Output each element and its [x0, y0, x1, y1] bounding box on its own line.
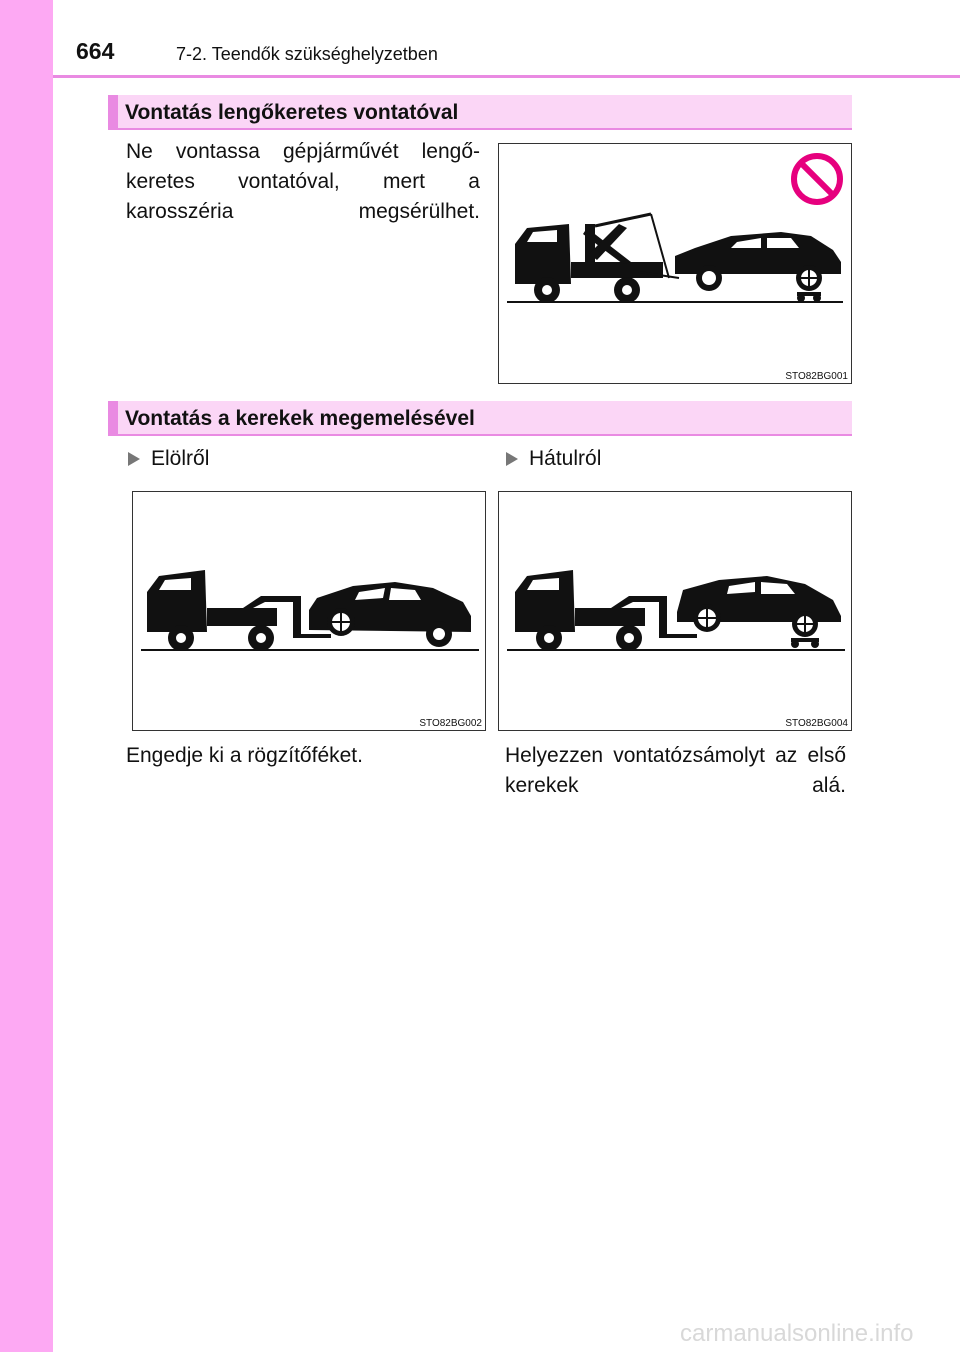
subheading-label: Hátulról: [529, 447, 602, 470]
figure-tow-rear: [498, 491, 852, 731]
section-accent: [108, 95, 118, 128]
caption-rear: Helyezzen vontatózsámolyt az első kerekek alá.: [505, 744, 846, 797]
section-heading-wheel-lift: [108, 401, 852, 436]
subheading-front: [128, 447, 209, 471]
section-accent: [108, 401, 118, 434]
header-rule: [53, 75, 960, 78]
chapter-title: 7-2. Teendők szükséghelyzetben: [176, 44, 438, 64]
tow-rear-illustration: [499, 492, 851, 730]
figure-code: STO82BG001: [785, 371, 848, 382]
section-heading-wheel-lift-tow: [108, 95, 852, 130]
triangle-bullet-icon: [128, 452, 140, 466]
figure-code: STO82BG004: [785, 718, 848, 729]
subheading-label: Elölről: [151, 447, 210, 470]
figure-sling-tow: [498, 143, 852, 384]
figure-tow-front: [132, 491, 486, 731]
triangle-bullet-icon: [506, 452, 518, 466]
side-band: [0, 0, 53, 1352]
prohibited-icon: [794, 156, 840, 202]
figure-code: STO82BG002: [419, 718, 482, 729]
warning-text: Ne vontassa gépjárművét lengő-keretes vontatóval, mert a karosszéria megsérülhet.: [126, 140, 480, 223]
tow-front-illustration: [133, 492, 485, 730]
sling-tow-illustration: [499, 144, 851, 383]
page-number: 664: [76, 38, 115, 64]
subheading-rear: [506, 447, 601, 471]
caption-front: Engedje ki a rögzítőféket.: [126, 744, 363, 767]
section-title: Vontatás lengőkeretes vontatóval: [125, 101, 459, 124]
watermark: carmanualsonline.info: [680, 1320, 914, 1347]
section-title: Vontatás a kerekek megemelésével: [125, 407, 475, 430]
